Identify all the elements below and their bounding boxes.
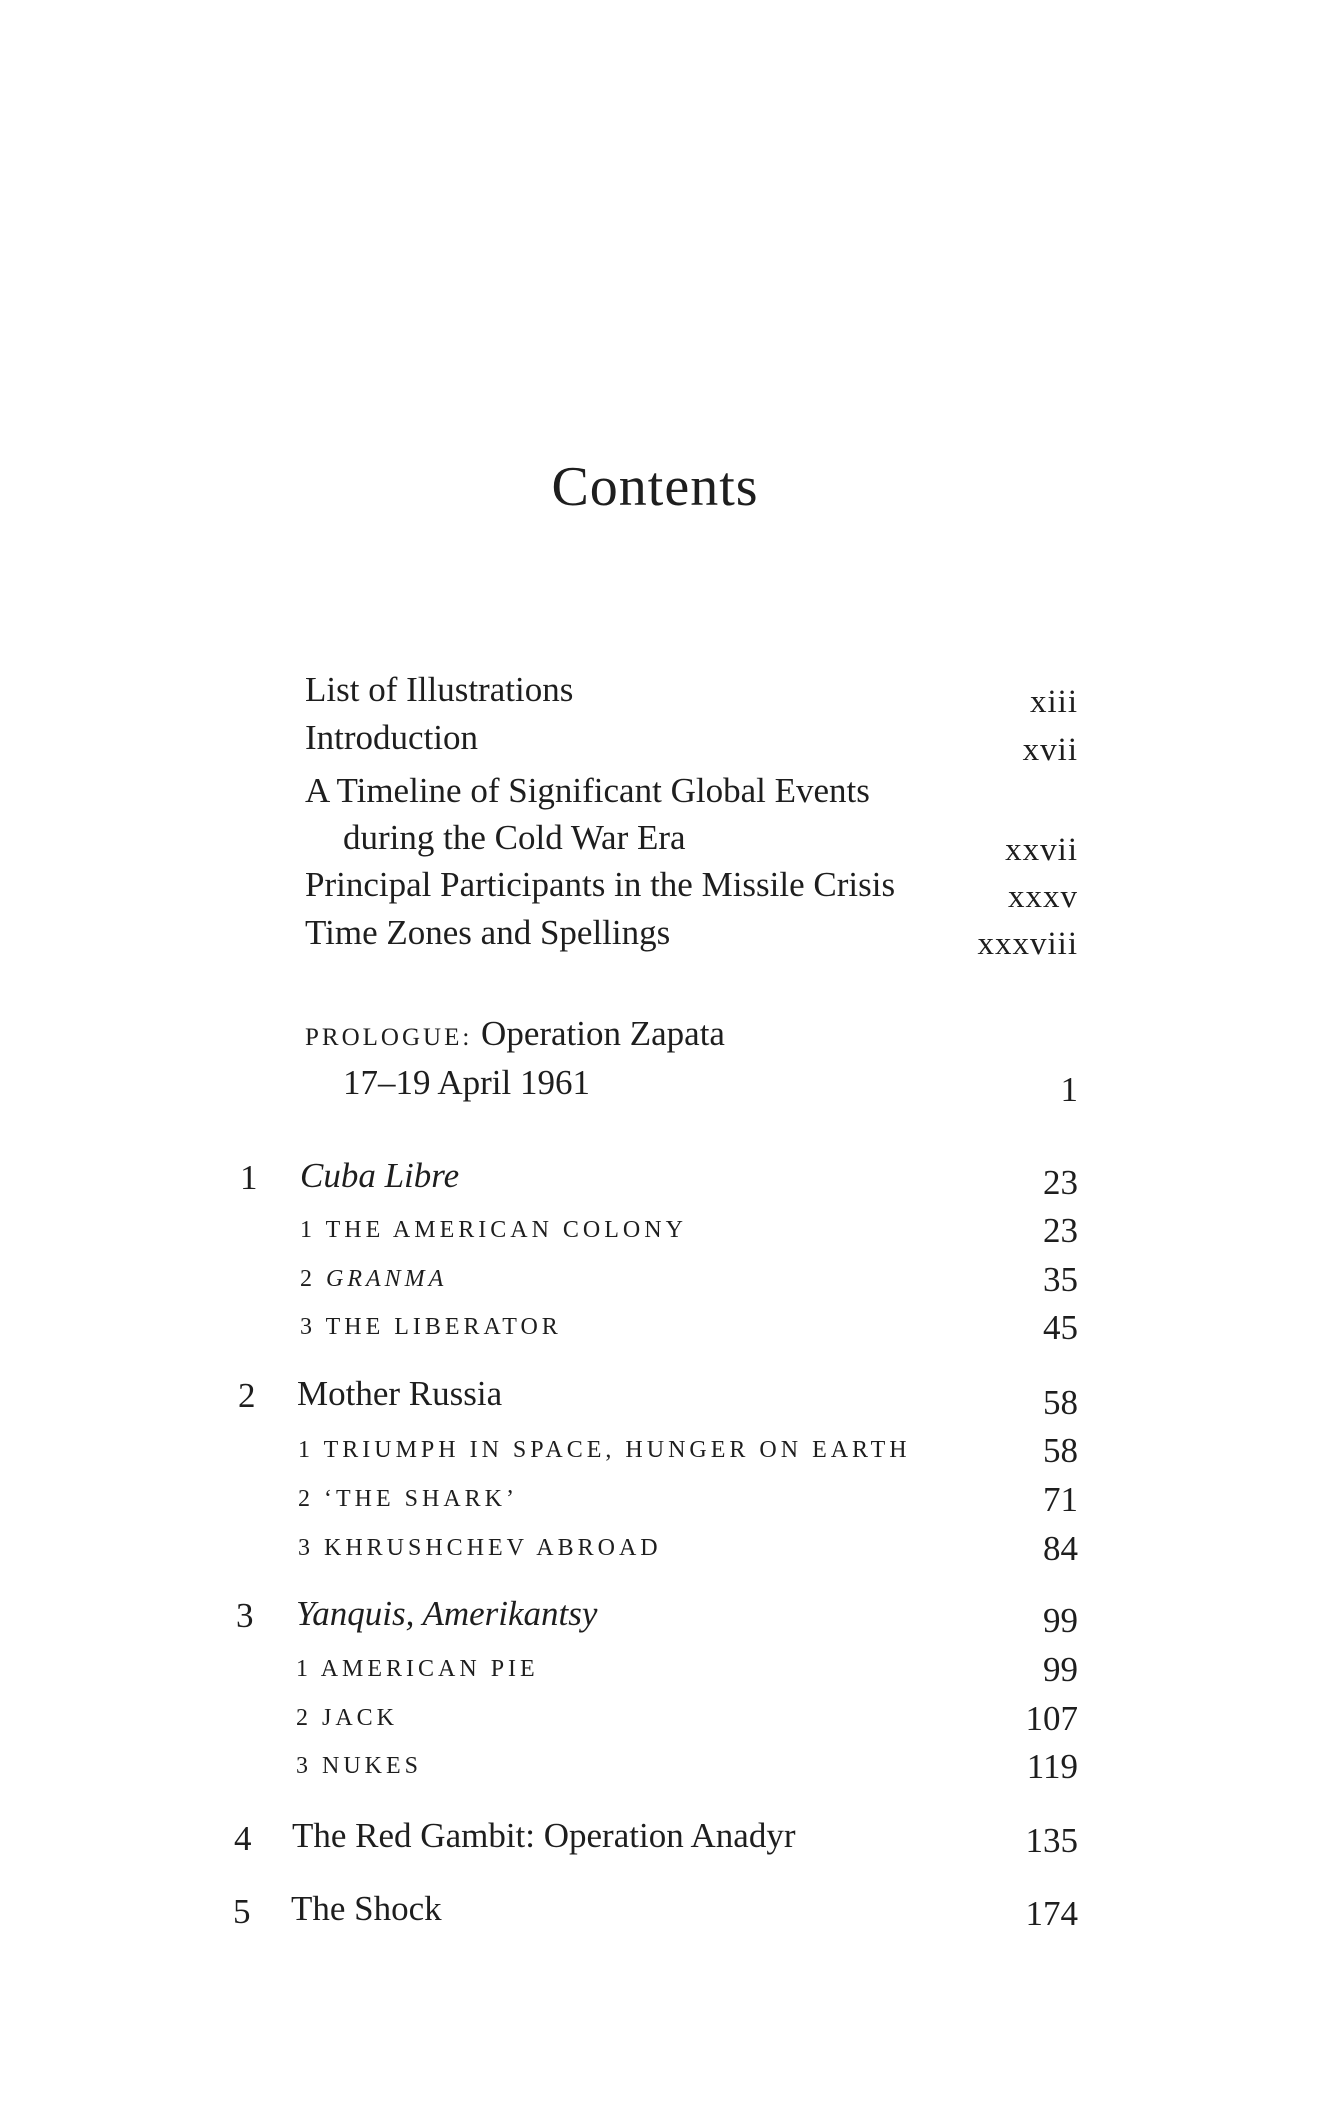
section-title: TRIUMPH IN SPACE, HUNGER ON EARTH	[323, 1437, 911, 1463]
section-page: 119	[1026, 1747, 1078, 1786]
page-title: Contents	[551, 456, 759, 518]
chapter-number: 3	[236, 1596, 254, 1635]
section-title: ‘THE SHARK’	[324, 1486, 518, 1512]
toc-page-list-of-illustrations: xiii	[1029, 684, 1078, 720]
toc-page-time-zones: xxxviii	[977, 926, 1078, 962]
section-entry[interactable]	[298, 1487, 518, 1511]
section-number: 1	[298, 1437, 314, 1463]
toc-entry-introduction[interactable]: Introduction	[305, 718, 479, 757]
prologue-prefix: PROLOGUE:	[305, 1024, 473, 1051]
section-title: NUKES	[322, 1753, 423, 1779]
chapter-title-yanquis[interactable]: Yanquis, Amerikantsy	[296, 1594, 598, 1633]
section-entry[interactable]	[300, 1315, 562, 1339]
section-title: KHRUSHCHEV ABROAD	[324, 1535, 662, 1561]
chapter-page: 174	[1025, 1894, 1078, 1933]
chapter-page: 58	[1043, 1383, 1078, 1422]
section-title: GRANMA	[326, 1266, 448, 1292]
section-page: 58	[1043, 1431, 1078, 1470]
section-page: 107	[1025, 1699, 1078, 1738]
toc-entry-prologue-dates: 17–19 April 1961	[343, 1063, 590, 1102]
chapter-page: 135	[1025, 1821, 1078, 1860]
section-entry[interactable]	[296, 1706, 398, 1730]
section-entry[interactable]	[298, 1438, 911, 1462]
toc-entry-list-of-illustrations[interactable]: List of Illustrations	[305, 670, 574, 709]
section-number: 3	[296, 1753, 312, 1779]
section-entry[interactable]	[300, 1218, 687, 1242]
chapter-number: 1	[240, 1158, 258, 1197]
section-number: 2	[296, 1705, 312, 1731]
section-page: 84	[1043, 1529, 1078, 1568]
chapter-number: 5	[233, 1892, 251, 1931]
section-title: THE LIBERATOR	[325, 1314, 562, 1340]
section-page: 99	[1043, 1650, 1078, 1689]
toc-entry-prologue[interactable]	[305, 1016, 725, 1051]
section-page: 35	[1043, 1260, 1078, 1299]
section-number: 1	[296, 1656, 312, 1682]
toc-entry-principal-participants[interactable]: Principal Participants in the Missile Crisis	[305, 865, 896, 904]
chapter-number: 2	[238, 1376, 256, 1415]
chapter-title-mother-russia[interactable]: Mother Russia	[297, 1374, 503, 1413]
section-entry[interactable]	[298, 1536, 662, 1560]
section-entry[interactable]	[296, 1657, 539, 1681]
chapter-title-cuba-libre[interactable]: Cuba Libre	[300, 1156, 460, 1195]
prologue-title: Operation Zapata	[481, 1014, 725, 1053]
section-number: 1	[300, 1217, 316, 1243]
section-number: 3	[300, 1314, 316, 1340]
section-page: 71	[1043, 1480, 1078, 1519]
toc-page-introduction: xvii	[1022, 732, 1078, 768]
chapter-page: 23	[1043, 1163, 1078, 1202]
section-title: AMERICAN PIE	[320, 1656, 539, 1682]
toc-page-timeline: xxvii	[1005, 832, 1078, 868]
section-title: JACK	[322, 1705, 399, 1731]
toc-page-principal-participants: xxxv	[1008, 879, 1078, 915]
chapter-page: 99	[1043, 1601, 1078, 1640]
section-number: 3	[298, 1535, 314, 1561]
section-entry[interactable]	[296, 1754, 422, 1778]
toc-page-prologue: 1	[1060, 1070, 1078, 1109]
chapter-title-red-gambit[interactable]: The Red Gambit: Operation Anadyr	[292, 1816, 796, 1855]
section-entry[interactable]	[300, 1267, 447, 1291]
section-page: 45	[1043, 1308, 1078, 1347]
section-title: THE AMERICAN COLONY	[325, 1217, 687, 1243]
toc-entry-timeline[interactable]: A Timeline of Significant Global Events	[305, 771, 870, 810]
section-page: 23	[1043, 1211, 1078, 1250]
chapter-number: 4	[234, 1819, 252, 1858]
chapter-title-the-shock[interactable]: The Shock	[291, 1889, 442, 1928]
toc-entry-timeline-continued[interactable]: during the Cold War Era	[343, 818, 686, 857]
section-number: 2	[300, 1266, 316, 1292]
toc-entry-time-zones[interactable]: Time Zones and Spellings	[305, 913, 671, 952]
section-number: 2	[298, 1486, 314, 1512]
